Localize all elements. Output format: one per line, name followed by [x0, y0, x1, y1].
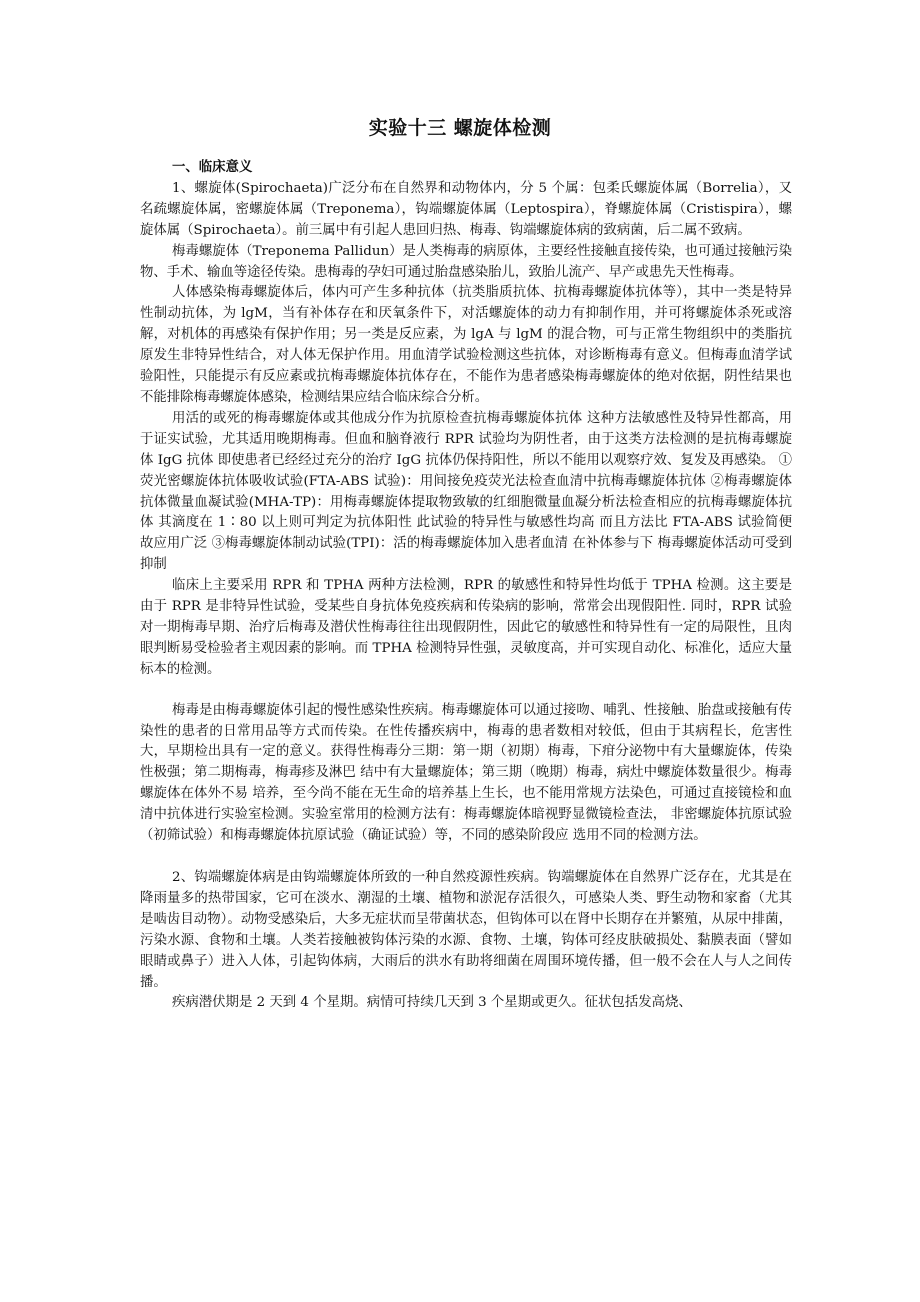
- paragraph-leptospirosis: 2、钩端螺旋体病是由钩端螺旋体所致的一种自然疫源性疾病。钩端螺旋体在自然界广泛存在，尤其是在降雨量多的热带国家，它可在淡水、潮湿的土壤、植物和淤泥存活很久，可感染人类、野生动物和家畜（尤其是啮齿目动物）。动物受感染后，大多无症状而呈带菌状态，但钩体可以在肾中长期存在并繁殖，从尿中排菌，污染水源、食物和土壤。人类若接触被钩体污染的水源、食物、土壤，钩体可经皮肤破损处、黏膜表面（譬如眼睛或鼻子）进入人体，引起钩体病，大雨后的洪水有助将细菌在周围环境传播，但一般不会在人与人之间传播。: [140, 870, 792, 990]
- paragraph-spacer: [140, 681, 792, 701]
- paragraph-treponemal-tests: 用活的或死的梅毒螺旋体或其他成分作为抗原检查抗梅毒螺旋体抗体 这种方法敏感性及特异性都高，用于证实试验，尤其适用晚期梅毒。但血和脑脊液行 RPR 试验均为阴性者，由于这类方法检测的是抗梅毒螺旋体 IgG 抗体 即使患者已经经过充分的治疗 IgG 抗体仍保持阳性，所以不能用以观察疗效、复发及再感染。 ①荧光密螺旋体抗体吸收试验(FTA-ABS 试验)：用间接免疫荧光法检查血清中抗梅毒螺旋体抗体 ②梅毒螺旋体抗体微量血凝试验(MHA-TP)：用梅毒螺旋体提取物致敏的红细胞微量血凝分析法检查相应的抗梅毒螺旋体抗体 其滴度在 1∶80 以上则可判定为抗体阳性 此试验的特异性与敏感性均高 而且方法比 FTA-ABS 试验简便 故应用广泛 ③梅毒螺旋体制动试验(TPI)：活的梅毒螺旋体加入患者血清 在补体参与下 梅毒螺旋体活动可受到抑制: [140, 410, 792, 573]
- paragraph-antibodies: 人体感染梅毒螺旋体后，体内可产生多种抗体（抗类脂质抗体、抗梅毒螺旋体抗体等），其中一类是特异性制动抗体，为 lgM，当有补体存在和厌氧条件下，对活螺旋体的动力有抑制作用，并可将螺旋体杀死或溶解，对机体的再感染有保护作用；另一类是反应素，为 lgA 与 lgM 的混合物，可与正常生物组织中的类脂抗原发生非特异性结合，对人体无保护作用。用血清学试验检测这些抗体，对诊断梅毒有意义。但梅毒血清学试验阳性，只能提示有反应素或抗梅毒螺旋体抗体存在，不能作为患者感染梅毒螺旋体的绝对依据，阴性结果也不能排除梅毒螺旋体感染，检测结果应结合临床综合分析。: [140, 285, 792, 405]
- paragraph-spacer: [140, 847, 792, 868]
- paragraph-rpr-tpha: 临床上主要采用 RPR 和 TPHA 两种方法检测，RPR 的敏感性和特异性均低于 TPHA 检测。这主要是由于 RPR 是非特异性试验，受某些自身抗体免疫疾病和传染病的影响，常常会出现假阳性. 同时，RPR 试验对一期梅毒早期、治疗后梅毒及潜伏性梅毒往往出现假阴性，因此它的敏感性和特异性有一定的局限性，且肉眼判断易受检验者主观因素的影响。而 TPHA 检测特异性强，灵敏度高，并可实现自动化、标准化，适应大量标本的检测。: [140, 578, 792, 677]
- paragraph-treponema-pallidum: 梅毒螺旋体（Treponema Pallidun）是人类梅毒的病原体，主要经性接触直接传染，也可通过接触污染物、手术、输血等途径传染。患梅毒的孕妇可通过胎盘感染胎儿，致胎儿流产、早产或患先天性梅毒。: [140, 243, 792, 280]
- page-title: 实验十三 螺旋体检测: [368, 117, 552, 139]
- paragraph-incubation: 疾病潜伏期是 2 天到 4 个星期。病情可持续几天到 3 个星期或更久。征状包括发高烧、: [172, 995, 692, 1011]
- paragraph-syphilis: 梅毒是由梅毒螺旋体引起的慢性感染性疾病。梅毒螺旋体可以通过接吻、哺乳、性接触、胎盘或接触有传染性的患者的日常用品等方式而传染。在性传播疾病中，梅毒的患者数相对较低，但由于其病程长，危害性大，早期检出具有一定的意义。获得性梅毒分三期：第一期（初期）梅毒，下疳分泌物中有大量螺旋体，传染性极强；第二期梅毒，梅毒疹及淋巴 结中有大量螺旋体；第三期（晚期）梅毒，病灶中螺旋体数量很少。梅毒螺旋体在体外不易 培养，至今尚不能在无生命的培养基上生长，也不能用常规方法染色，可通过直接镜检和血 清中抗体进行实验室检测。实验室常用的检测方法有：梅毒螺旋体暗视野显微镜检查法， 非密螺旋体抗原试验（初筛试验）和梅毒螺旋体抗原试验（确证试验）等，不同的感染阶段应 选用不同的检测方法。: [140, 702, 792, 844]
- section-heading: 一、临床意义: [172, 160, 253, 175]
- paragraph-spirochaeta-genera: 1、螺旋体(Spirochaeta)广泛分布在自然界和动物体内，分 5 个属：包柔氏螺旋体属（Borrelia），又名疏螺旋体属，密螺旋体属（Treponema），钩端螺旋体属（Leptospira），脊螺旋体属（Cristispira），螺旋体属（Spirochaeta）。前三属中有引起人患回归热、梅毒、钩端螺旋体病的致病菌，后二属不致病。: [140, 180, 792, 238]
- document-body: [140, 158, 792, 1014]
